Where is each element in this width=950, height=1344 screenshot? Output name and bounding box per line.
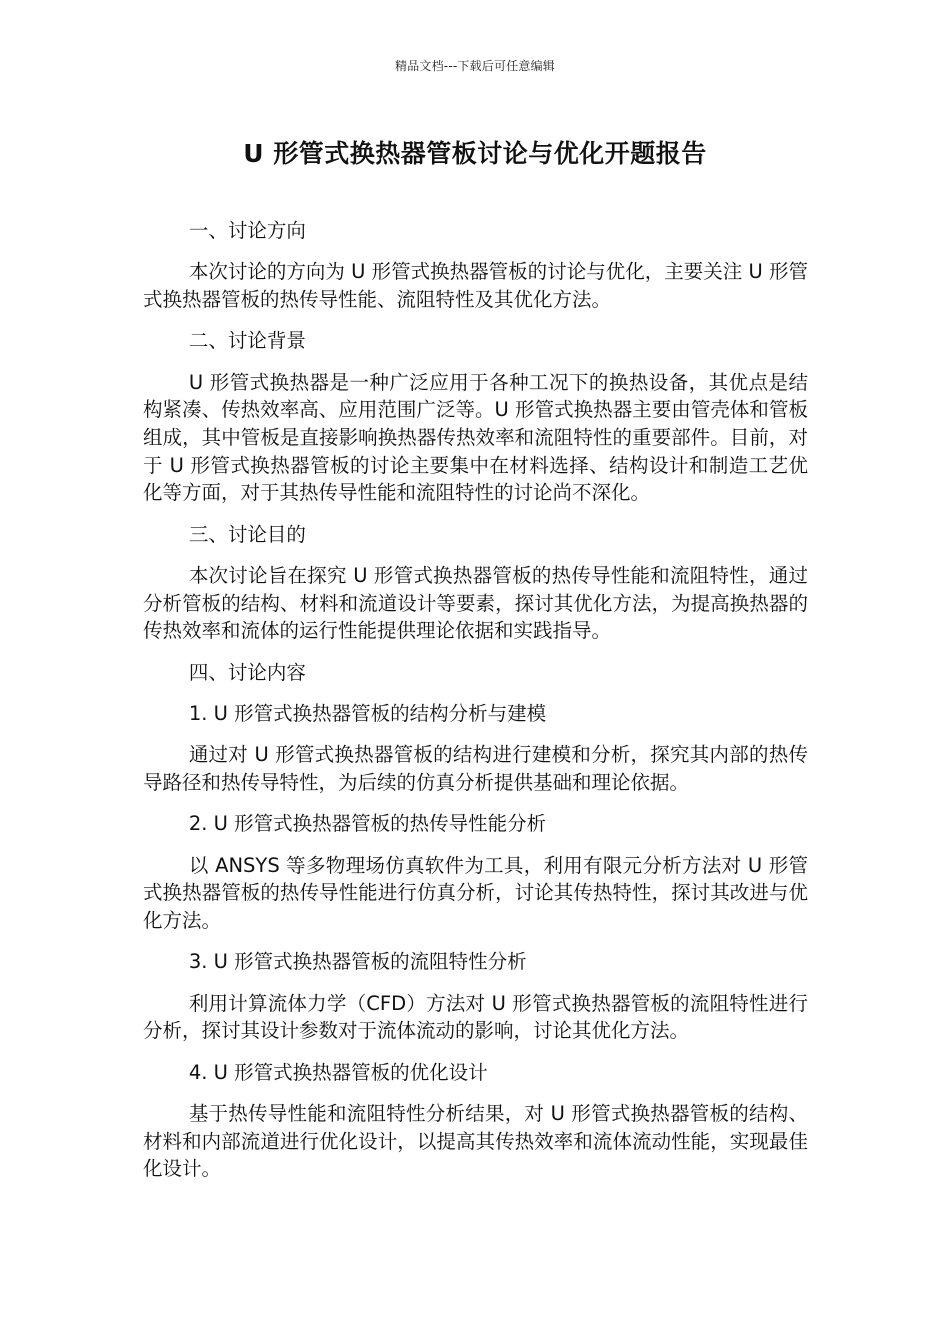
section-paragraph-purpose: 本次讨论旨在探究 U 形管式换热器管板的热传导性能和流阻特性，通过分析管板的结构、材料和流道设计等要素，探讨其优化方法，为提高换热器的传热效率和流体的运行性能提供理论依据和实践指导。 — [143, 563, 808, 643]
content-item-3-heading: 3. U 形管式换热器管板的流阻特性分析 — [188, 950, 527, 974]
section-heading-direction: 一、讨论方向 — [188, 219, 306, 242]
document-title: U 形管式换热器管板讨论与优化开题报告 — [243, 139, 707, 168]
content-item-2-paragraph: 以 ANSYS 等多物理场仿真软件为工具，利用有限元分析方法对 U 形管式换热器管板的热传导性能进行仿真分析，讨论其传热特性，探讨其改进与优化方法。 — [143, 853, 808, 932]
section-paragraph-background: U 形管式换热器是一种广泛应用于各种工况下的换热设备，其优点是结构紧凑、传热效率高、应用范围广泛等。U 形管式换热器主要由管壳体和管板组成，其中管板是直接影响换热器传热效率和流阻特性的重要部件。目前，对于 U 形管式换热器管板的讨论主要集中在材料选择、结构设计和制造工艺优化等方面，对于其热传导性能和流阻特性的讨论尚不深化。 — [143, 370, 808, 505]
content-item-2-heading: 2. U 形管式换热器管板的热传导性能分析 — [188, 812, 547, 836]
content-item-1-paragraph: 通过对 U 形管式换热器管板的结构进行建模和分析，探究其内部的热传导路径和热传导特性，为后续的仿真分析提供基础和理论依据。 — [143, 743, 808, 794]
section-heading-purpose: 三、讨论目的 — [188, 522, 306, 546]
content-item-4-paragraph: 基于热传导性能和流阻特性分析结果，对 U 形管式换热器管板的结构、材料和内部流道进行优化设计，以提高其传热效率和流体流动性能，实现最佳化设计。 — [143, 1102, 808, 1181]
content-item-4-heading: 4. U 形管式换热器管板的优化设计 — [188, 1060, 488, 1084]
section-paragraph-direction: 本次讨论的方向为 U 形管式换热器管板的讨论与优化，主要关注 U 形管式换热器管板的热传导性能、流阻特性及其优化方法。 — [143, 260, 808, 311]
header-note: 精品文档---下载后可任意编辑 — [395, 59, 555, 73]
section-heading-content: 四、讨论内容 — [188, 660, 306, 684]
document-body — [143, 217, 808, 1197]
content-item-1-heading: 1. U 形管式换热器管板的结构分析与建模 — [188, 701, 547, 725]
content-item-3-paragraph: 利用计算流体力学（CFD）方法对 U 形管式换热器管板的流阻特性进行分析，探讨其设计参数对于流体流动的影响，讨论其优化方法。 — [143, 991, 808, 1043]
section-heading-background: 二、讨论背景 — [188, 329, 306, 353]
